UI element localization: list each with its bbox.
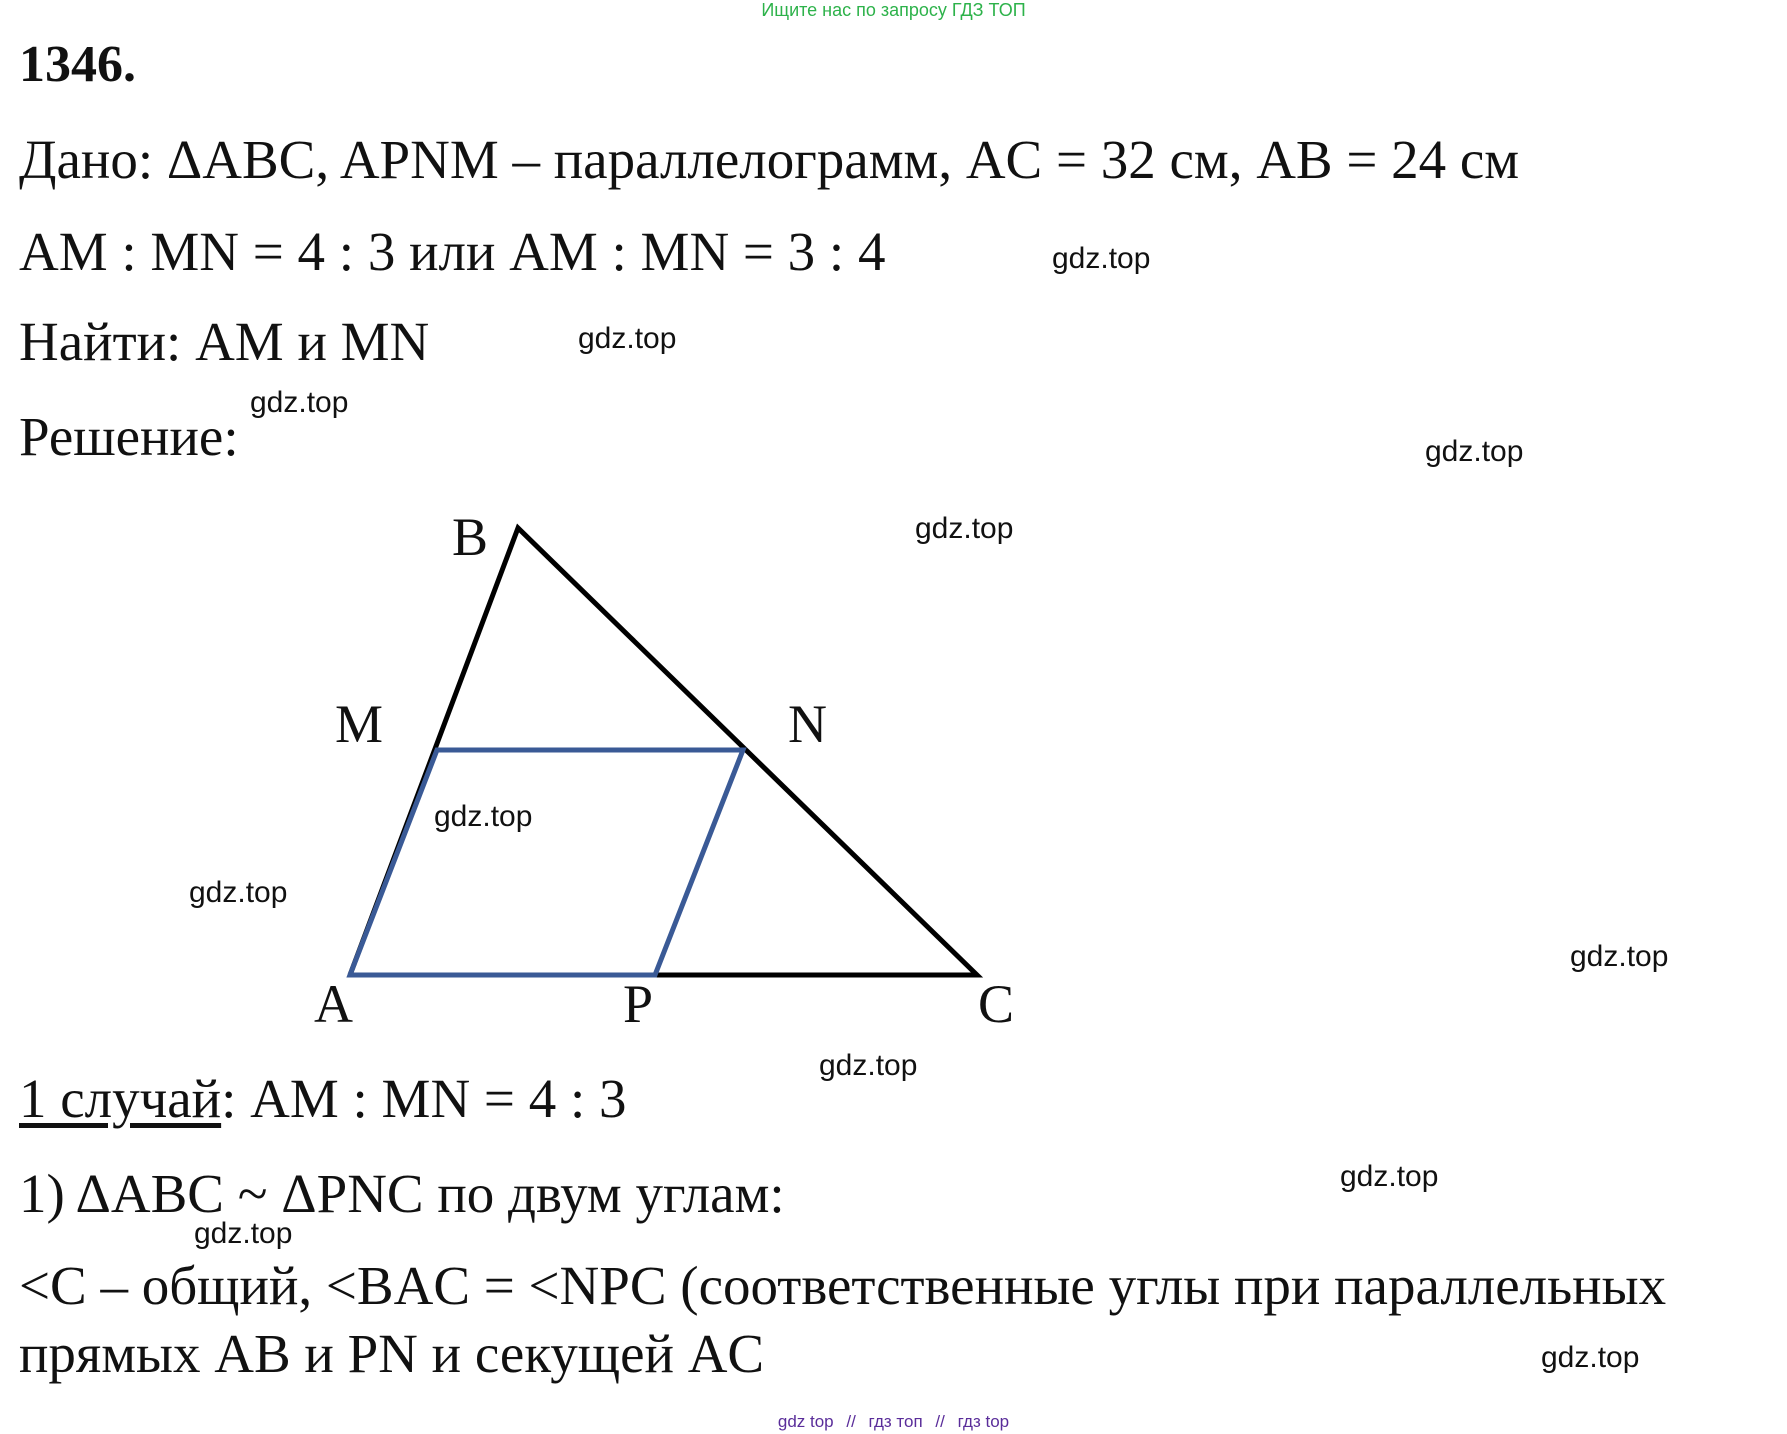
ratio-line: AM : MN = 4 : 3 или AM : MN = 3 : 4 — [19, 221, 886, 282]
watermark: gdz.top — [1340, 1160, 1439, 1193]
find-line: Найти: AM и MN — [19, 311, 430, 372]
footer-separator: // — [935, 1412, 945, 1431]
point-label-m: M — [335, 694, 384, 754]
watermark: gdz.top — [250, 386, 349, 419]
point-label-b: B — [452, 507, 489, 567]
solution-heading: Решение: — [19, 406, 239, 467]
watermark: gdz.top — [578, 322, 677, 355]
parallelogram-apnm — [350, 750, 743, 975]
problem-number: 1346. — [19, 36, 136, 93]
given-line: Дано: ΔABC, APNM – параллелограмм, AC = 32 см, AB = 24 см — [19, 129, 1520, 190]
case1-title: 1 случай — [19, 1068, 222, 1129]
point-label-c: C — [978, 974, 1015, 1034]
point-label-n: N — [788, 694, 827, 754]
case1-title-rest: : AM : MN = 4 : 3 — [221, 1068, 627, 1129]
step1-line3: прямых AB и PN и секущей AC — [19, 1323, 765, 1384]
step1-line: 1) ΔABC ~ ΔPNC по двум углам: — [19, 1163, 785, 1224]
watermark: gdz.top — [189, 876, 288, 909]
watermark: gdz.top — [434, 800, 533, 833]
point-label-a: A — [314, 974, 353, 1034]
watermark: gdz.top — [1570, 940, 1669, 973]
footer-item[interactable]: gdz top — [777, 1412, 834, 1431]
point-label-p: P — [623, 974, 654, 1034]
step1-line2: <C – общий, <BAC = <NPC (соответственные углы при параллельных — [19, 1255, 1667, 1316]
footer-separator: // — [846, 1412, 856, 1431]
watermark: gdz.top — [915, 512, 1014, 545]
case1-heading — [19, 1067, 626, 1130]
top-banner: Ищите нас по запросу ГДЗ ТОП — [761, 0, 1026, 20]
watermark: gdz.top — [819, 1049, 918, 1082]
watermark: gdz.top — [1052, 242, 1151, 275]
footer-links — [0, 1412, 1787, 1432]
watermark: gdz.top — [1425, 435, 1524, 468]
footer-item[interactable]: гдз топ — [868, 1412, 923, 1431]
footer-item[interactable]: гдз top — [957, 1412, 1010, 1431]
watermark: gdz.top — [194, 1217, 293, 1250]
watermark: gdz.top — [1541, 1341, 1640, 1374]
